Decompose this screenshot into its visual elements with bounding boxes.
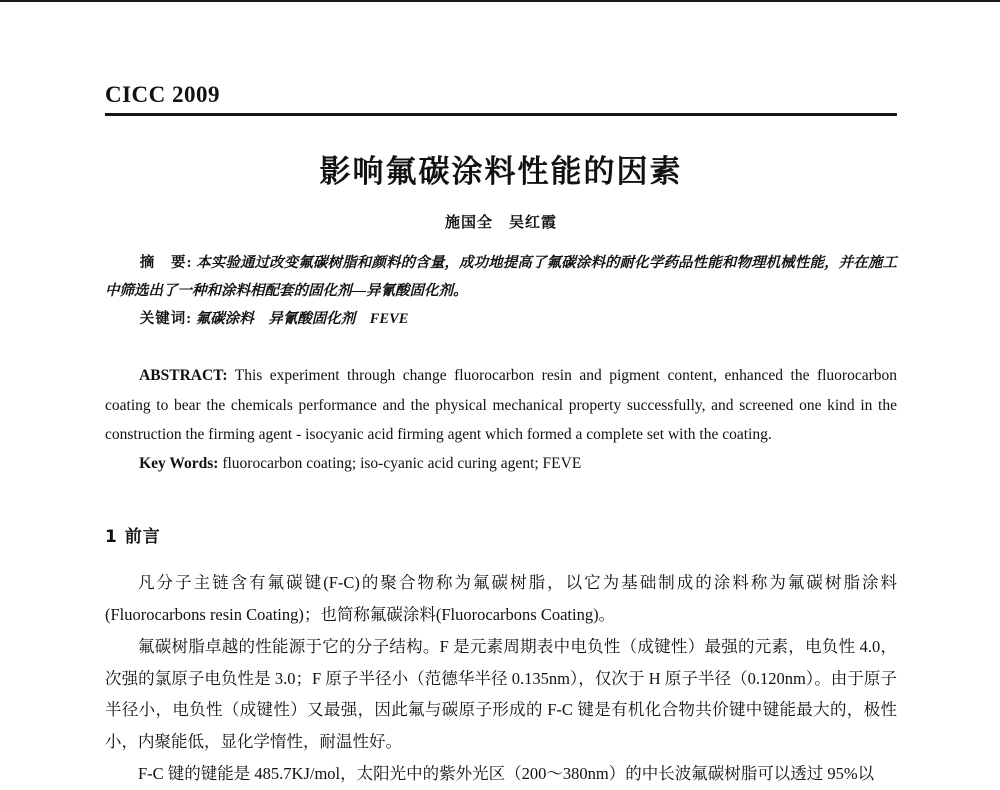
chinese-abstract-text: 本实验通过改变氟碳树脂和颜料的含量，成功地提高了氟碳涂料的耐化学药品性能和物理机械性能，并在施工中筛选出了一种和涂料相配套的固化剂—异氰酸固化剂。 xyxy=(105,255,897,299)
paragraph: 氟碳树脂卓越的性能源于它的分子结构。F 是元素周期表中电负性（成键性）最强的元素，电负性 4.0，次强的氯原子电负性是 3.0；F 原子半径小（范德华半径 0.135nm），仅次于 H 原子半径（0.120nm）。由于原子半径小，电负性（成键性）又最强，因此氟与碳原子形成的 F-C 键是有机化合物共价键中键能最大的，极性小，内聚能低，显化学惰性，耐温性好。 xyxy=(105,636,897,752)
paper-title: 影响氟碳涂料性能的因素 xyxy=(319,154,683,190)
english-abstract-label: ABSTRACT: xyxy=(139,367,228,385)
english-keywords-text: fluorocarbon coating; iso-cyanic acid curing agent; FEVE xyxy=(222,454,582,472)
english-keywords-label: Key Words: xyxy=(139,454,219,472)
chinese-keywords xyxy=(105,306,897,334)
header-rule xyxy=(105,113,897,116)
paragraph: F-C 键的键能是 485.7KJ/mol，太阳光中的紫外光区（200～380nm）的中长波氟碳树脂可以透过 95%以 xyxy=(138,764,875,784)
chinese-abstract-block xyxy=(105,250,897,333)
english-keywords xyxy=(105,449,897,478)
page-content xyxy=(105,0,897,790)
chinese-abstract xyxy=(105,250,897,306)
section-1-body xyxy=(105,567,897,790)
english-abstract-block xyxy=(105,361,897,478)
paper-authors: 施国全 吴红霞 xyxy=(444,215,557,231)
chinese-abstract-label: 摘 要: xyxy=(139,255,193,271)
section-1-heading: 1 前言 xyxy=(105,526,161,547)
conference-header: CICC 2009 xyxy=(105,82,221,107)
chinese-keywords-label: 关键词: xyxy=(139,310,193,327)
english-abstract xyxy=(105,361,897,448)
english-abstract-text: This experiment through change fluorocarbon resin and pigment content, enhanced the fluorocarbon coating to bear the chemicals performance and the physical mechanical property successfully, and screened one kind in the construction the firming agent - isocyanic acid firming agent which formed a complete set with the coating. xyxy=(105,367,897,443)
paragraph: 凡分子主链含有氟碳键(F-C)的聚合物称为氟碳树脂，以它为基础制成的涂料称为氟碳树脂涂料(Fluorocarbons resin Coating)；也简称氟碳涂料(Fluorocarbons Coating)。 xyxy=(105,572,897,624)
chinese-keywords-text: 氟碳涂料 异氰酸固化剂 FEVE xyxy=(195,310,409,327)
